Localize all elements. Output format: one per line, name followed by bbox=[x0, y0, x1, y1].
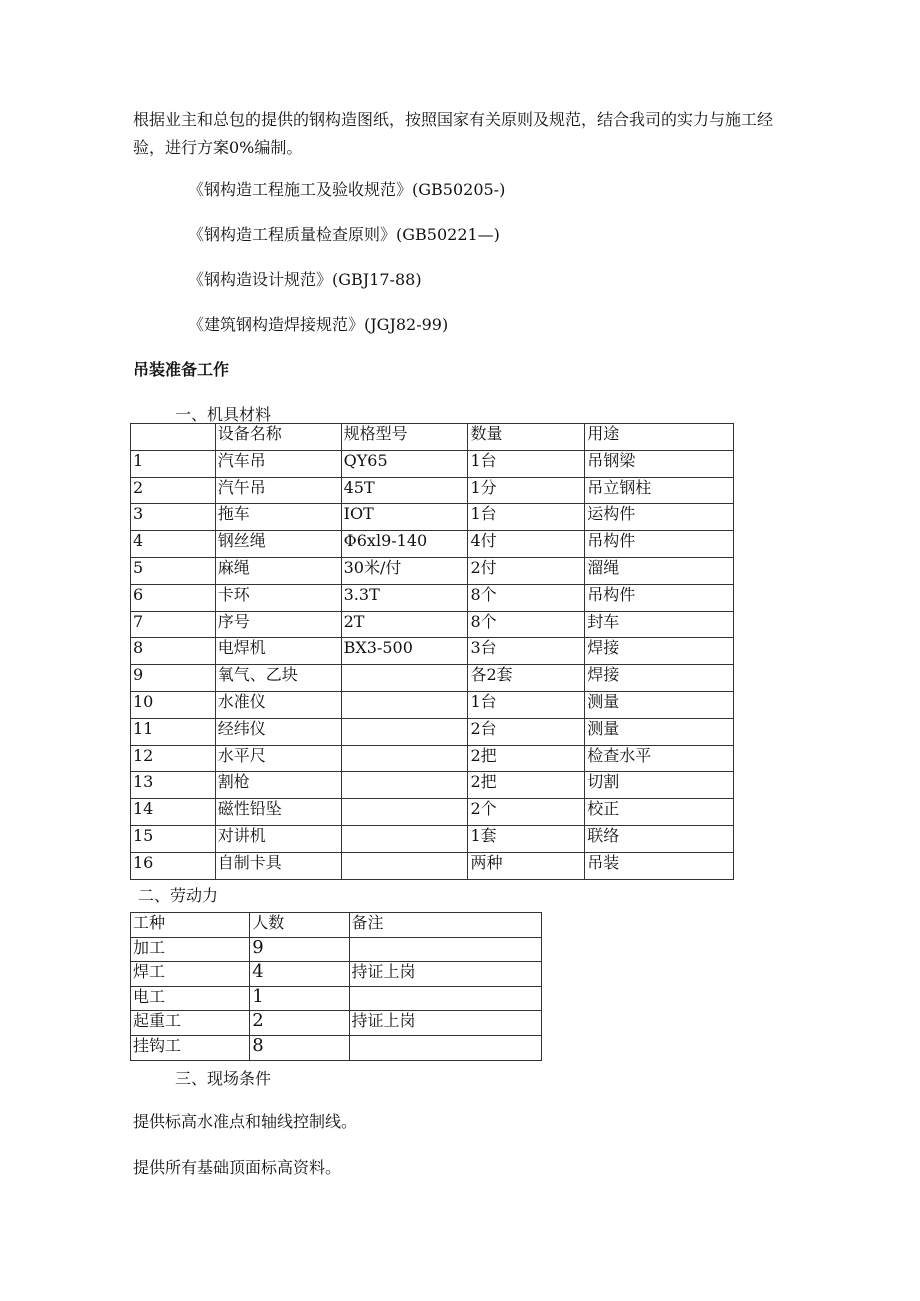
table-cell: 9 bbox=[250, 937, 349, 962]
table-cell: 挂钩工 bbox=[131, 1035, 250, 1060]
table-cell: IOT bbox=[341, 504, 468, 531]
table-cell: 加工 bbox=[131, 937, 250, 962]
table-cell: 8个 bbox=[468, 611, 585, 638]
equipment-table bbox=[130, 423, 734, 880]
site-line: 提供所有基础顶面标高资料。 bbox=[133, 1158, 342, 1177]
reference-item: 《钢构造工程质量检查原则》(GB50221—) bbox=[188, 225, 500, 244]
table-cell: 2个 bbox=[468, 799, 585, 826]
table-cell: 45T bbox=[341, 477, 468, 504]
labor-row bbox=[131, 986, 542, 1011]
labor-row bbox=[131, 962, 542, 987]
table-cell: 氧气、乙块 bbox=[215, 665, 341, 692]
table-cell: 4 bbox=[250, 962, 349, 987]
table-cell: 焊工 bbox=[131, 962, 250, 987]
table-cell: 汽午吊 bbox=[215, 477, 341, 504]
table-cell: 封车 bbox=[585, 611, 734, 638]
table-header-cell: 备注 bbox=[349, 913, 541, 938]
table-cell: 吊装 bbox=[585, 852, 734, 879]
table-cell: 测量 bbox=[585, 718, 734, 745]
table-cell: 两种 bbox=[468, 852, 585, 879]
equipment-row bbox=[131, 825, 734, 852]
table-cell: 持证上岗 bbox=[349, 962, 541, 987]
intro-paragraph: 根据业主和总包的提供的钢构造图纸，按照国家有关原则及规范，结合我司的实力与施工经验，进行方案0%编制。 bbox=[133, 110, 774, 157]
table-cell: 2 bbox=[250, 1011, 349, 1036]
table-cell: 2台 bbox=[468, 718, 585, 745]
table-cell: 2把 bbox=[468, 772, 585, 799]
equipment-row bbox=[131, 450, 734, 477]
table-cell: 1台 bbox=[468, 691, 585, 718]
table-cell: 3.3T bbox=[341, 584, 468, 611]
table-cell: 磁性铅坠 bbox=[215, 799, 341, 826]
equipment-row bbox=[131, 772, 734, 799]
equipment-row bbox=[131, 799, 734, 826]
reference-item: 《钢构造工程施工及验收规范》(GB50205-) bbox=[188, 180, 506, 199]
table-cell: 3 bbox=[131, 504, 216, 531]
table-cell: 9 bbox=[131, 665, 216, 692]
table-cell: 3台 bbox=[468, 638, 585, 665]
table-cell: 14 bbox=[131, 799, 216, 826]
table-cell bbox=[349, 937, 541, 962]
table-cell: Φ6xl9-140 bbox=[341, 531, 468, 558]
table-cell bbox=[341, 799, 468, 826]
table-cell bbox=[341, 772, 468, 799]
table-header-cell: 工种 bbox=[131, 913, 250, 938]
table-cell: 溜绳 bbox=[585, 557, 734, 584]
table-header-row bbox=[131, 913, 542, 938]
table-cell: 2 bbox=[131, 477, 216, 504]
section-title: 吊装准备工作 bbox=[133, 360, 230, 379]
table-header-cell: 设备名称 bbox=[215, 424, 341, 451]
table-cell: 自制卡具 bbox=[215, 852, 341, 879]
reference-item: 《钢构造设计规范》(GBJ17-88) bbox=[188, 270, 422, 289]
table-cell: 焊接 bbox=[585, 665, 734, 692]
equipment-row bbox=[131, 691, 734, 718]
table-header-cell: 数量 bbox=[468, 424, 585, 451]
table-cell: BX3-500 bbox=[341, 638, 468, 665]
table-cell: 2付 bbox=[468, 557, 585, 584]
table-cell: 经纬仪 bbox=[215, 718, 341, 745]
table-header-cell: 规格型号 bbox=[341, 424, 468, 451]
table-cell: 电工 bbox=[131, 986, 250, 1011]
table-cell bbox=[341, 691, 468, 718]
labor-title: 二、劳动力 bbox=[138, 886, 219, 905]
table-cell bbox=[349, 986, 541, 1011]
equipment-row bbox=[131, 745, 734, 772]
table-cell: QY65 bbox=[341, 450, 468, 477]
equipment-row bbox=[131, 477, 734, 504]
table-cell bbox=[349, 1035, 541, 1060]
table-header-cell: 人数 bbox=[250, 913, 349, 938]
table-cell: 吊立钢柱 bbox=[585, 477, 734, 504]
table-cell: 对讲机 bbox=[215, 825, 341, 852]
table-cell: 吊构件 bbox=[585, 584, 734, 611]
table-cell: 13 bbox=[131, 772, 216, 799]
equipment-row bbox=[131, 531, 734, 558]
table-cell: 拖车 bbox=[215, 504, 341, 531]
table-cell: 16 bbox=[131, 852, 216, 879]
table-cell: 吊钢梁 bbox=[585, 450, 734, 477]
table-cell: 割枪 bbox=[215, 772, 341, 799]
site-line: 提供标高水准点和轴线控制线。 bbox=[133, 1112, 358, 1131]
table-cell: 1分 bbox=[468, 477, 585, 504]
table-cell: 1套 bbox=[468, 825, 585, 852]
equipment-row bbox=[131, 665, 734, 692]
table-cell: 持证上岗 bbox=[349, 1011, 541, 1036]
table-cell: 8个 bbox=[468, 584, 585, 611]
table-cell: 15 bbox=[131, 825, 216, 852]
table-cell: 1台 bbox=[468, 504, 585, 531]
table-cell: 起重工 bbox=[131, 1011, 250, 1036]
labor-row bbox=[131, 1011, 542, 1036]
table-cell: 运构件 bbox=[585, 504, 734, 531]
table-cell: 水平尺 bbox=[215, 745, 341, 772]
table-cell: 11 bbox=[131, 718, 216, 745]
labor-row bbox=[131, 937, 542, 962]
table-cell: 5 bbox=[131, 557, 216, 584]
equipment-row bbox=[131, 638, 734, 665]
table-cell: 4 bbox=[131, 531, 216, 558]
equipment-row bbox=[131, 557, 734, 584]
table-cell: 切割 bbox=[585, 772, 734, 799]
equipment-row bbox=[131, 611, 734, 638]
table-cell: 联络 bbox=[585, 825, 734, 852]
table-cell bbox=[341, 852, 468, 879]
table-cell: 序号 bbox=[215, 611, 341, 638]
table-cell: 10 bbox=[131, 691, 216, 718]
equipment-row bbox=[131, 852, 734, 879]
equipment-row bbox=[131, 718, 734, 745]
table-cell bbox=[341, 825, 468, 852]
table-cell bbox=[341, 718, 468, 745]
table-cell bbox=[341, 745, 468, 772]
table-cell: 1台 bbox=[468, 450, 585, 477]
equipment-title: 一、机具材料 bbox=[175, 405, 272, 424]
table-cell: 钢丝绳 bbox=[215, 531, 341, 558]
table-header-cell bbox=[131, 424, 216, 451]
table-cell: 焊接 bbox=[585, 638, 734, 665]
table-cell: 检查水平 bbox=[585, 745, 734, 772]
table-cell: 6 bbox=[131, 584, 216, 611]
table-cell: 电焊机 bbox=[215, 638, 341, 665]
table-cell bbox=[341, 665, 468, 692]
table-cell: 4付 bbox=[468, 531, 585, 558]
table-cell: 1 bbox=[250, 986, 349, 1011]
table-cell: 汽车吊 bbox=[215, 450, 341, 477]
table-cell: 12 bbox=[131, 745, 216, 772]
equipment-row bbox=[131, 504, 734, 531]
table-cell: 30米/付 bbox=[341, 557, 468, 584]
site-title: 三、现场条件 bbox=[175, 1069, 272, 1088]
reference-item: 《建筑钢构造焊接规范》(JGJ82-99) bbox=[188, 315, 449, 334]
table-cell: 8 bbox=[250, 1035, 349, 1060]
equipment-row bbox=[131, 584, 734, 611]
table-cell: 麻绳 bbox=[215, 557, 341, 584]
table-cell: 7 bbox=[131, 611, 216, 638]
table-header-cell: 用途 bbox=[585, 424, 734, 451]
table-cell: 卡环 bbox=[215, 584, 341, 611]
table-cell: 校正 bbox=[585, 799, 734, 826]
table-cell: 1 bbox=[131, 450, 216, 477]
table-cell: 测量 bbox=[585, 691, 734, 718]
labor-table bbox=[130, 912, 542, 1061]
table-cell: 吊构件 bbox=[585, 531, 734, 558]
table-cell: 2把 bbox=[468, 745, 585, 772]
table-cell: 8 bbox=[131, 638, 216, 665]
table-cell: 各2套 bbox=[468, 665, 585, 692]
table-header-row bbox=[131, 424, 734, 451]
labor-row bbox=[131, 1035, 542, 1060]
table-cell: 2T bbox=[341, 611, 468, 638]
table-cell: 水准仪 bbox=[215, 691, 341, 718]
